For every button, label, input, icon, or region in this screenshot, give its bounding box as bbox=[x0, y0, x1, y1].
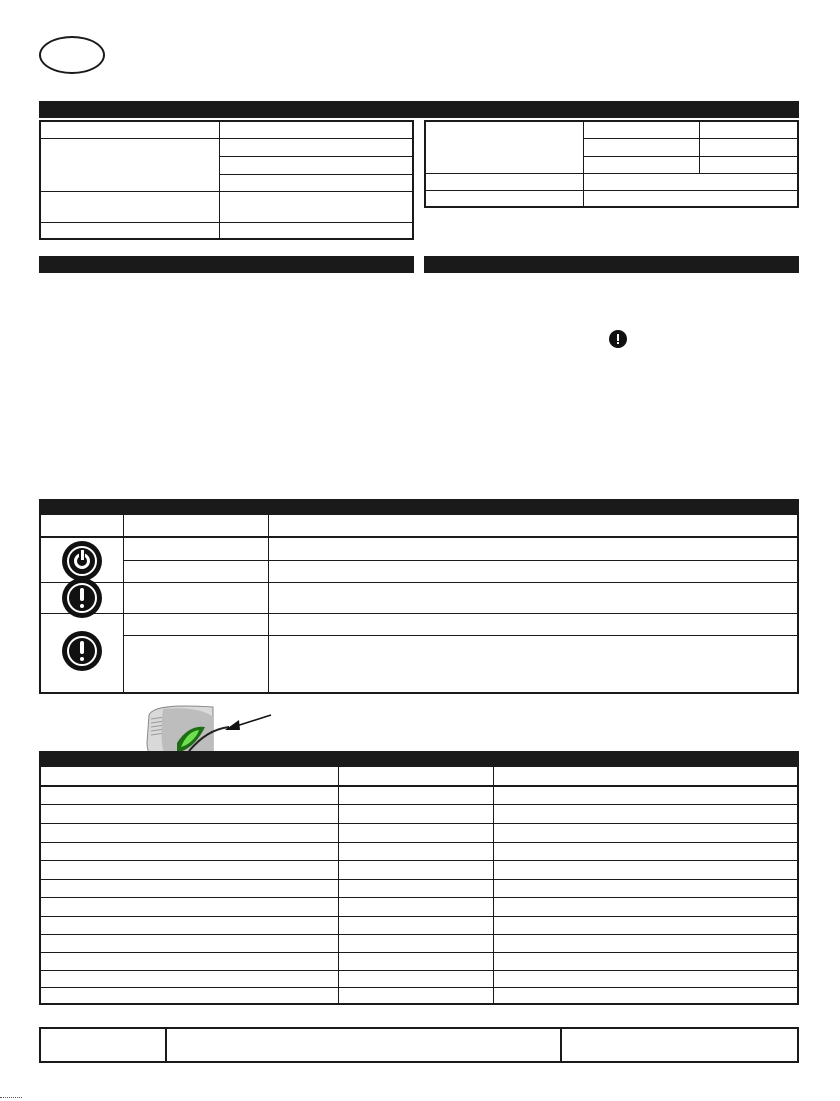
table-divider bbox=[583, 122, 584, 206]
table-divider bbox=[219, 122, 220, 238]
table-divider bbox=[123, 514, 124, 692]
table-row-line bbox=[220, 156, 412, 157]
table-row-line bbox=[220, 174, 412, 175]
attention-icon bbox=[62, 578, 102, 618]
section-bar-right bbox=[424, 256, 799, 273]
section-bar-specifications bbox=[39, 101, 799, 118]
power-icon-bar bbox=[81, 550, 84, 560]
table-header-line bbox=[41, 536, 797, 538]
table-row-line bbox=[41, 934, 797, 935]
table-divider bbox=[338, 766, 339, 1003]
attention-icon-dot bbox=[617, 342, 619, 344]
table-row-line bbox=[41, 860, 797, 861]
table-divider bbox=[268, 514, 269, 692]
compat-table-header bbox=[39, 751, 799, 767]
footer-box bbox=[39, 1027, 799, 1063]
table-row-line bbox=[41, 138, 412, 139]
attention-icon bbox=[62, 631, 102, 671]
table-row-line bbox=[41, 897, 797, 898]
table-row-line bbox=[426, 190, 797, 191]
table-divider bbox=[165, 1029, 167, 1061]
table-row-line bbox=[41, 970, 797, 971]
table-row-line bbox=[41, 582, 797, 583]
compat-table bbox=[39, 766, 799, 1005]
table-row-line bbox=[584, 138, 797, 139]
table-row-line bbox=[41, 804, 797, 805]
table-divider bbox=[560, 1029, 562, 1061]
table-divider bbox=[493, 766, 494, 1003]
indicator-table bbox=[39, 514, 799, 694]
attention-icon-dot bbox=[80, 604, 84, 608]
table-row-line bbox=[41, 823, 797, 824]
spec-table-right bbox=[424, 120, 799, 208]
spec-table-left bbox=[39, 120, 414, 240]
page-edge-mark bbox=[0, 1097, 22, 1099]
attention-icon bbox=[609, 330, 627, 348]
table-row-line bbox=[41, 916, 797, 917]
table-row-line bbox=[41, 842, 797, 843]
language-badge bbox=[39, 36, 105, 74]
table-row-line bbox=[124, 560, 797, 561]
table-row-line bbox=[41, 987, 797, 988]
table-row-line bbox=[584, 156, 797, 157]
table-header-line bbox=[41, 785, 797, 787]
table-row-line bbox=[41, 222, 412, 223]
table-row-line bbox=[124, 635, 797, 636]
attention-icon-mark bbox=[617, 334, 619, 341]
attention-icon-dot bbox=[80, 657, 84, 661]
attention-icon-mark bbox=[80, 588, 84, 601]
table-row-line bbox=[426, 173, 797, 174]
table-row-line bbox=[41, 613, 797, 614]
table-row-line bbox=[41, 879, 797, 880]
table-row-line bbox=[41, 191, 412, 192]
power-icon bbox=[62, 541, 102, 581]
attention-icon-mark bbox=[80, 641, 84, 654]
table-divider bbox=[699, 122, 700, 174]
indicator-table-header bbox=[39, 499, 799, 515]
section-bar-left bbox=[39, 256, 414, 273]
table-row-line bbox=[41, 952, 797, 953]
